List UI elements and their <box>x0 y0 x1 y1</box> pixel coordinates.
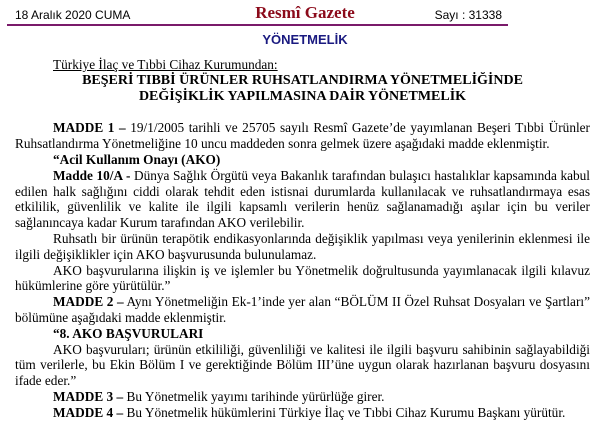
paragraph <box>15 263 590 295</box>
paragraph <box>15 405 590 421</box>
paragraph-text: AKO başvurularına ilişkin iş ve işlemler bu Yönetmelik doğrultusunda yayımlanacak ilgili kılavuz hükümlerine göre yürütülür.” <box>15 262 590 294</box>
paragraph-text: Bu Yönetmelik hükümlerini Türkiye İlaç ve Tıbbi Cihaz Kurumu Başkanı yürütür. <box>123 404 566 420</box>
issuing-institution: Türkiye İlaç ve Tıbbi Cihaz Kurumundan: <box>53 57 278 72</box>
paragraph <box>15 168 590 231</box>
paragraph <box>15 152 590 168</box>
gazette-title: Resmî Gazete <box>255 3 355 22</box>
paragraph-text: 19/1/2005 tarihli ve 25705 sayılı Resmî Gazete’de yayımlanan Beşeri Tıbbi Ürünler Ruhsatlandırma Yönetmeliğine 10 uncu maddeden sonra gelmek üzere aşağıdaki madde eklenmiştir. <box>15 120 590 152</box>
paragraph-text: Ruhsatlı bir ürünün terapötik endikasyonlarında değişiklik yapılması veya yenilerinin eklenmesi ile ilgili değişiklikler için AKO başvurusunda bulunulamaz. <box>15 230 590 262</box>
paragraph <box>15 326 590 342</box>
paragraph-lead: MADDE 1 – <box>53 120 126 136</box>
paragraph-lead: Madde 10/A - <box>53 167 131 183</box>
paragraph <box>15 342 590 389</box>
paragraph-lead: MADDE 2 – <box>53 294 124 310</box>
regulation-title-line-2: DEĞİŞİKLİK YAPILMASINA DAİR YÖNETMELİK <box>138 88 467 104</box>
paragraph-lead: “Acil Kullanım Onayı (AKO) <box>53 151 221 167</box>
paragraph-text: AKO başvuruları; ürünün etkililiği, güvenliliği ve kalitesi ile ilgili başvuru sahibinin sağlayabildiği tüm verilerle, bu Ekin Bölüm I ve gerektiğinde Bölüm III’üne uygun olarak hazırlanan başvuru dosyasını ifade eder.” <box>15 341 590 389</box>
paragraph-lead: MADDE 4 – <box>53 404 124 420</box>
paragraph-lead: “8. AKO BAŞVURULARI <box>53 325 204 341</box>
paragraph <box>15 231 590 263</box>
paragraphs <box>15 120 590 420</box>
header-divider <box>7 24 508 26</box>
regulation-body <box>15 57 590 421</box>
paragraph-text: Aynı Yönetmeliğin Ek-1’inde yer alan “BÖLÜM II Özel Ruhsat Dosyaları ve Şartları” bölümüne aşağıdaki madde eklenmiştir. <box>15 294 590 325</box>
paragraph-lead: MADDE 3 – <box>53 388 124 404</box>
gazette-header <box>0 0 610 26</box>
paragraph <box>15 120 590 152</box>
issue-date: 18 Aralık 2020 CUMA <box>15 8 131 22</box>
paragraph <box>15 389 590 405</box>
regulation-title-line-1: BEŞERİ TIBBİ ÜRÜNLER RUHSATLANDIRMA YÖNETMELİĞİNDE <box>82 72 523 88</box>
paragraph <box>15 294 590 326</box>
paragraph-text: Bu Yönetmelik yayımı tarihinde yürürlüğe girer. <box>123 388 385 404</box>
paragraph-text: Dünya Sağlık Örgütü veya Bakanlık tarafından bulaşıcı hastalıklar kapsamında kabul edilen halk sağlığını ciddi olarak tehdit eden istisnai durumlarda kullanılacak ve ruhsatlandırmaya esas etkililik, güvenlilik ve kalite ile ilgili kapsamlı verilerin henüz sağlanamadığı aşılar için bu veriler sağlanıncaya kadar Kurum tarafından AKO verilebilir. <box>15 167 590 231</box>
section-heading: YÖNETMELİK <box>262 32 348 47</box>
issue-number: Sayı : 31338 <box>434 8 502 22</box>
